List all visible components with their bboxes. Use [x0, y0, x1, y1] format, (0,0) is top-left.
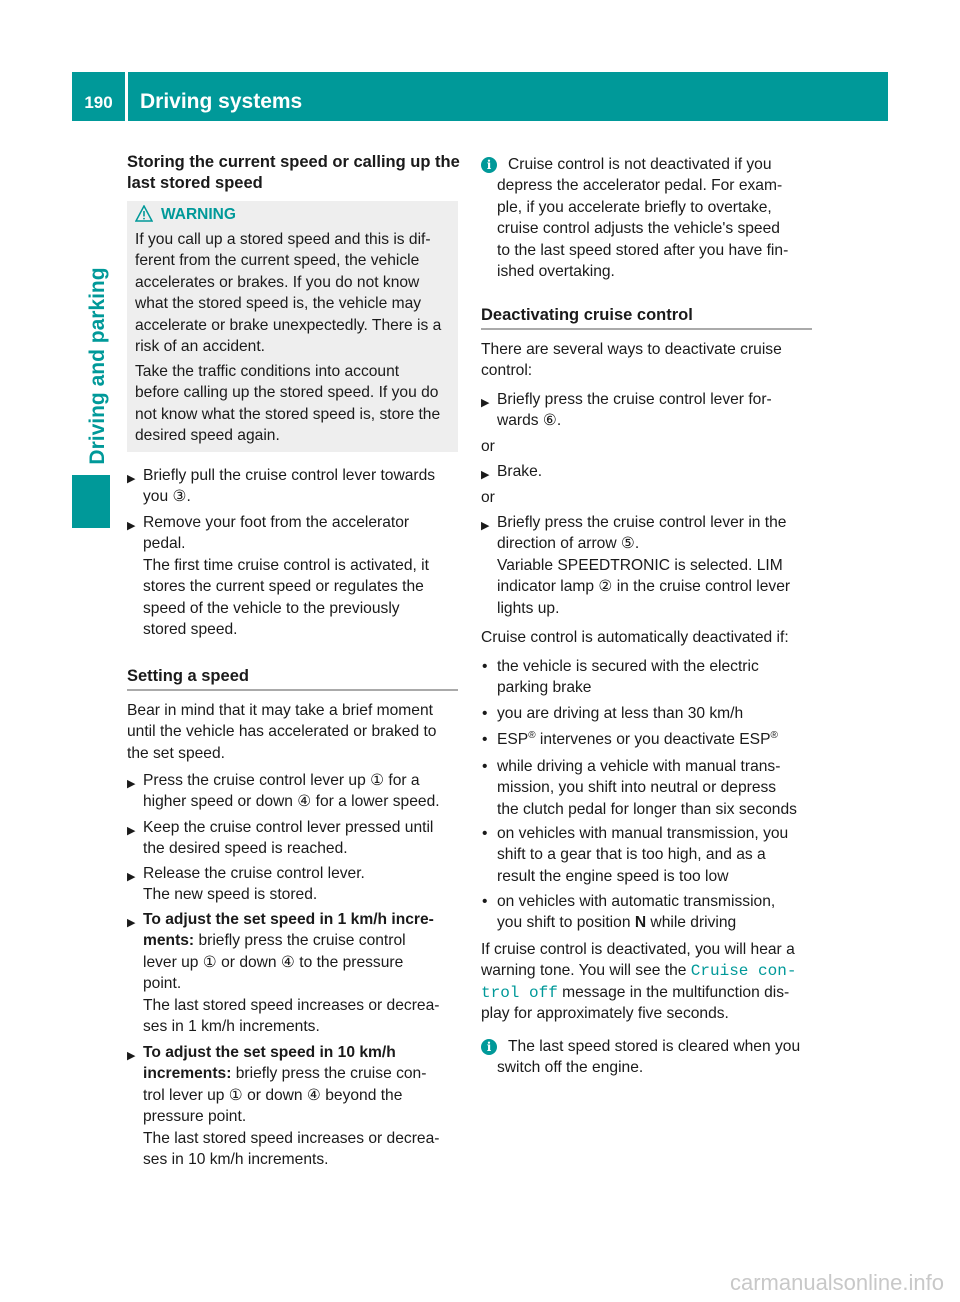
- section-heading: [127, 152, 460, 195]
- text-line: ished overtaking.: [497, 262, 615, 280]
- text-line: [481, 982, 796, 1003]
- text-line: Briefly press the cruise control lever for-: [497, 391, 772, 408]
- text-line: ses in 10 km/h increments.: [143, 1150, 329, 1168]
- text-line: lights up.: [497, 599, 560, 617]
- list-item: [481, 891, 775, 934]
- text-line: control:: [481, 362, 533, 380]
- paragraph: [481, 436, 495, 457]
- text-line: The last stored speed increases or decrea-: [143, 996, 440, 1014]
- text-line: cruise control adjusts the vehicle's speed: [497, 220, 780, 238]
- warning-paragraph: [135, 361, 440, 447]
- text-line: speed of the vehicle to the previously: [143, 599, 400, 617]
- watermark: carmanualsonline.info: [729, 1270, 944, 1295]
- paragraph: [481, 627, 789, 648]
- step-arrow-icon: ▶: [127, 473, 136, 485]
- text-line: There are several ways to deactivate cruise: [481, 341, 782, 358]
- step-arrow-icon: ▶: [127, 825, 136, 837]
- info-icon: i: [481, 1039, 497, 1055]
- text-line: The first time cruise control is activated, it: [143, 556, 429, 574]
- text-line: parking brake: [497, 679, 592, 697]
- instruction-step: [481, 389, 772, 432]
- text-line: pedal.: [143, 535, 186, 553]
- text-line: Remove your foot from the accelerator: [143, 514, 410, 531]
- text-segment: you shift to position: [497, 914, 635, 932]
- text-line: desired speed again.: [135, 427, 280, 445]
- text-line: or: [481, 489, 495, 506]
- text-line: stores the current speed or regulates the: [143, 578, 424, 596]
- text-line: mission, you shift into neutral or depress: [497, 779, 777, 797]
- warning-box: [127, 201, 458, 452]
- step-arrow-icon: ▶: [127, 520, 136, 532]
- text-line: or: [481, 438, 495, 455]
- text-line: stored speed.: [143, 620, 238, 638]
- text-line: accelerate or brake unexpectedly. There is a: [135, 316, 442, 334]
- text-line: ferent from the current speed, the vehicle: [135, 252, 420, 270]
- paragraph: [481, 339, 782, 382]
- section-title: Driving systems: [128, 72, 888, 121]
- instruction-step: [127, 1042, 439, 1170]
- text-line: Cruise control is automatically deactivated if:: [481, 629, 789, 646]
- bullet-icon: •: [482, 658, 488, 675]
- text-line: depress the accelerator pedal. For exam-: [497, 177, 783, 195]
- text-segment: briefly press the cruise control: [194, 932, 406, 950]
- bold-text: ments:: [143, 932, 195, 950]
- text-line: Variable SPEEDTRONIC is selected. LIM: [497, 556, 783, 574]
- text-line: Setting a speed: [127, 667, 249, 685]
- text-line: Bear in mind that it may take a brief moment: [127, 702, 433, 719]
- text-line: ple, if you accelerate briefly to overtake,: [497, 198, 772, 216]
- instruction-step: [127, 909, 439, 1037]
- text-line: direction of arrow ⑤.: [497, 535, 640, 553]
- display-message: trol off: [481, 983, 558, 1002]
- bold-text: increments:: [143, 1065, 232, 1083]
- text-segment: intervenes or you deactivate ESP: [535, 731, 771, 748]
- text-line: the clutch pedal for longer than six seconds: [497, 800, 797, 818]
- warning-paragraph: [135, 229, 441, 357]
- text-line: shift to a gear that is too high, and as a: [497, 846, 766, 864]
- display-message: Cruise con-: [690, 962, 797, 981]
- paragraph: [127, 700, 436, 764]
- text-line: Cruise control is not deactivated if you: [508, 156, 772, 173]
- text-line: [127, 909, 439, 930]
- text-line: while driving a vehicle with manual trans-: [497, 758, 781, 775]
- text-line: If you call up a stored speed and this is dif-: [135, 231, 431, 248]
- warning-triangle-icon: [135, 205, 153, 222]
- text-line: The last speed stored is cleared when you: [508, 1038, 801, 1055]
- text-line: Press the cruise control lever up ① for a: [143, 772, 420, 789]
- text-line: Keep the cruise control lever pressed until: [143, 819, 434, 836]
- section-heading: [127, 666, 458, 691]
- instruction-step: [127, 770, 440, 813]
- list-item: [481, 823, 788, 887]
- text-line: Brake.: [497, 463, 543, 480]
- registered-mark: ®: [528, 729, 536, 741]
- text-line: the vehicle is secured with the electric: [497, 658, 759, 675]
- side-tab-marker: [72, 475, 110, 528]
- paragraph: [481, 939, 796, 1025]
- bold-text: N: [634, 914, 647, 932]
- list-item: [481, 729, 778, 750]
- text-segment: while driving: [646, 914, 737, 932]
- text-line: the desired speed is reached.: [143, 840, 348, 858]
- text-line: [481, 729, 778, 750]
- text-line: on vehicles with manual transmission, you: [497, 825, 789, 842]
- text-segment: message in the multifunction dis-: [557, 983, 790, 1001]
- info-note: [481, 154, 788, 282]
- text-line: you ③.: [143, 488, 191, 506]
- bold-text: To adjust the set speed in 1 km/h incre-: [143, 911, 434, 928]
- bullet-icon: •: [482, 705, 488, 722]
- text-line: to the last speed stored after you have fin-: [497, 241, 789, 259]
- warning-title: WARNING: [135, 204, 236, 225]
- text-line: accelerates or brakes. If you do not know: [135, 273, 420, 291]
- text-line: switch off the engine.: [497, 1059, 644, 1077]
- bullet-icon: •: [482, 731, 488, 748]
- registered-mark: ®: [770, 729, 778, 741]
- text-segment: briefly press the cruise con-: [231, 1065, 427, 1083]
- instruction-step: [127, 817, 433, 860]
- text-line: [127, 1042, 439, 1063]
- text-line: point.: [143, 975, 182, 993]
- side-tab: [72, 258, 124, 474]
- text-line: result the engine speed is too low: [497, 867, 729, 885]
- bullet-icon: •: [482, 825, 488, 842]
- instruction-step: [127, 863, 365, 906]
- list-item: [481, 756, 797, 820]
- instruction-step: [481, 512, 790, 619]
- text-line: play for approximately five seconds.: [481, 1005, 729, 1023]
- text-line: ses in 1 km/h increments.: [143, 1017, 320, 1035]
- text-line: what the stored speed is, the vehicle may: [135, 295, 422, 313]
- text-line: lever up ① or down ④ to the pressure: [143, 953, 404, 971]
- instruction-step: [481, 461, 542, 482]
- text-line: higher speed or down ④ for a lower speed.: [143, 793, 440, 811]
- text-line: last stored speed: [127, 174, 263, 193]
- text-line: risk of an accident.: [135, 337, 266, 355]
- text-line: Take the traffic conditions into account: [135, 363, 400, 380]
- instruction-step: [127, 512, 429, 640]
- bullet-icon: •: [482, 893, 488, 910]
- text-line: the set speed.: [127, 744, 225, 762]
- text-line: [127, 1063, 439, 1084]
- text-line: you are driving at less than 30 km/h: [497, 705, 744, 722]
- step-arrow-icon: ▶: [127, 917, 136, 929]
- text-line: Briefly press the cruise control lever in the: [497, 514, 787, 531]
- step-arrow-icon: ▶: [127, 871, 136, 883]
- text-line: until the vehicle has accelerated or braked to: [127, 723, 437, 741]
- text-line: on vehicles with automatic transmission,: [497, 893, 776, 910]
- info-icon: i: [481, 157, 497, 173]
- list-item: [481, 703, 743, 724]
- text-segment: ESP: [497, 731, 529, 748]
- step-arrow-icon: ▶: [127, 778, 136, 790]
- text-line: Deactivating cruise control: [481, 306, 693, 324]
- bold-text: To adjust the set speed in 10 km/h: [143, 1044, 396, 1061]
- section-heading: [481, 305, 812, 330]
- text-line: [481, 960, 796, 981]
- text-line: pressure point.: [143, 1108, 247, 1126]
- instruction-step: [127, 465, 435, 508]
- info-note: [481, 1036, 800, 1079]
- text-line: Release the cruise control lever.: [143, 865, 365, 882]
- text-line: not know what the stored speed is, store the: [135, 405, 441, 423]
- list-item: [481, 656, 759, 699]
- text-line: [127, 930, 439, 951]
- text-line: Briefly pull the cruise control lever towards: [143, 467, 436, 484]
- text-line: indicator lamp ② in the cruise control lever: [497, 578, 791, 596]
- step-arrow-icon: ▶: [481, 469, 490, 481]
- step-arrow-icon: ▶: [127, 1050, 136, 1062]
- text-line: The last stored speed increases or decrea-: [143, 1129, 440, 1147]
- text-line: Storing the current speed or calling up the: [127, 153, 460, 171]
- step-arrow-icon: ▶: [481, 397, 490, 409]
- text-line: trol lever up ① or down ④ beyond the: [143, 1086, 403, 1104]
- text-line: before calling up the stored speed. If you do: [135, 384, 439, 402]
- bullet-icon: •: [482, 758, 488, 775]
- step-arrow-icon: ▶: [481, 520, 490, 532]
- paragraph: [481, 487, 495, 508]
- text-line: wards ⑥.: [497, 412, 562, 430]
- text-segment: warning tone. You will see the: [481, 962, 691, 980]
- text-line: The new speed is stored.: [143, 886, 318, 904]
- page-number: 190: [72, 72, 125, 121]
- text-line: If cruise control is deactivated, you will hear a: [481, 941, 795, 958]
- text-line: [481, 912, 775, 933]
- side-tab-label: Driving and parking: [86, 267, 109, 465]
